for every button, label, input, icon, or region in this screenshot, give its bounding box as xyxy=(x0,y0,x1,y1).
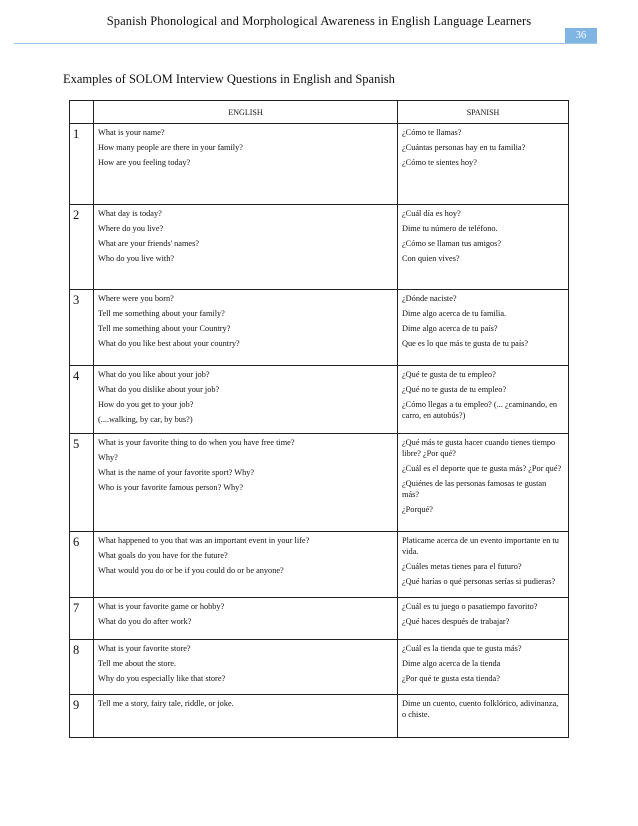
english-question: (....walking, by car, by bus?) xyxy=(98,415,193,424)
table-row xyxy=(70,598,569,640)
table-row xyxy=(70,532,569,598)
english-question: What is your name? xyxy=(98,128,165,137)
english-question: Who do you live with? xyxy=(98,254,175,263)
english-question: What do you dislike about your job? xyxy=(98,385,220,394)
row-number: 5 xyxy=(70,434,94,532)
table-row xyxy=(70,434,569,532)
spanish-question: ¿Quiénes de las personas famosas te gustan más? xyxy=(402,479,547,499)
english-question: Tell me something about your family? xyxy=(98,309,225,318)
english-question: Tell me about the store. xyxy=(98,659,176,668)
english-question: Who is your favorite famous person? Why? xyxy=(98,483,244,492)
spanish-question: Platicame acerca de un evento importante en tu vida. xyxy=(402,536,559,556)
spanish-question: ¿Cuál es tu juego o pasatiempo favorito? xyxy=(402,602,538,611)
table-header-row xyxy=(70,101,569,124)
english-questions-cell xyxy=(94,434,398,532)
row-number: 6 xyxy=(70,532,94,598)
spanish-question: ¿Cuántas personas hay en tu familia? xyxy=(402,143,526,152)
english-question: Where were you born? xyxy=(98,294,174,303)
spanish-question: ¿Dónde naciste? xyxy=(402,294,457,303)
english-question: What would you do or be if you could do or be anyone? xyxy=(98,566,284,575)
spanish-question: Dime tu número de teléfono. xyxy=(402,224,498,233)
row-number: 7 xyxy=(70,598,94,640)
english-questions-cell xyxy=(94,598,398,640)
english-question: What are your friends' names? xyxy=(98,239,200,248)
english-question: Why do you especially like that store? xyxy=(98,674,226,683)
running-header: Spanish Phonological and Morphological Awareness in English Language Learners xyxy=(106,14,532,28)
spanish-questions-cell xyxy=(398,124,569,205)
spanish-question: ¿Cuál es el deporte que te gusta más? ¿Por qué? xyxy=(402,464,562,473)
header-spanish: SPANISH xyxy=(398,101,569,124)
spanish-question: ¿Cómo te llamas? xyxy=(402,128,462,137)
solom-questions-table xyxy=(69,100,569,738)
english-question: How do you get to your job? xyxy=(98,400,194,409)
english-question: What happened to you that was an important event in your life? xyxy=(98,536,310,545)
english-questions-cell xyxy=(94,124,398,205)
header-number-cell xyxy=(70,101,94,124)
table-row xyxy=(70,695,569,738)
spanish-questions-cell xyxy=(398,695,569,738)
row-number: 3 xyxy=(70,290,94,366)
spanish-question: ¿Cómo te sientes hoy? xyxy=(402,158,477,167)
spanish-question: ¿Qué te gusta de tu empleo? xyxy=(402,370,496,379)
english-question: What is your favorite thing to do when you have free time? xyxy=(98,438,295,447)
english-question: Tell me something about your Country? xyxy=(98,324,231,333)
spanish-questions-cell xyxy=(398,640,569,695)
english-questions-cell xyxy=(94,695,398,738)
spanish-question: ¿Qué más te gusta hacer cuando tienes tiempo libre? ¿Por qué? xyxy=(402,438,556,458)
spanish-question: ¿Cuál es la tienda que te gusta más? xyxy=(402,644,522,653)
spanish-question: Que es lo que más te gusta de tu país? xyxy=(402,339,529,348)
spanish-questions-cell xyxy=(398,290,569,366)
table-row xyxy=(70,366,569,434)
table-row xyxy=(70,205,569,290)
english-questions-cell xyxy=(94,532,398,598)
spanish-question: Dime algo acerca de tu familia. xyxy=(402,309,507,318)
spanish-question: Dime algo acerca de la tienda xyxy=(402,659,501,668)
spanish-questions-cell xyxy=(398,598,569,640)
spanish-question: ¿Qué no te gusta de tu empleo? xyxy=(402,385,507,394)
spanish-question: ¿Por qué te gusta esta tienda? xyxy=(402,674,500,683)
spanish-question: Dime algo acerca de tu país? xyxy=(402,324,498,333)
spanish-question: Con quien vives? xyxy=(402,254,460,263)
english-question: What is your favorite game or hobby? xyxy=(98,602,225,611)
english-question: Why? xyxy=(98,453,118,462)
english-question: What is the name of your favorite sport? Why? xyxy=(98,468,255,477)
english-question: What day is today? xyxy=(98,209,162,218)
english-questions-cell xyxy=(94,290,398,366)
table-row xyxy=(70,290,569,366)
table-title: Examples of SOLOM Interview Questions in English and Spanish xyxy=(63,72,395,86)
spanish-question: ¿Qué harías o qué personas serías si pudieras? xyxy=(402,577,556,586)
spanish-question: ¿Cuáles metas tienes para el futuro? xyxy=(402,562,522,571)
english-question: What goals do you have for the future? xyxy=(98,551,228,560)
row-number: 9 xyxy=(70,695,94,738)
row-number: 1 xyxy=(70,124,94,205)
row-number: 4 xyxy=(70,366,94,434)
spanish-question: ¿Cuál día es hoy? xyxy=(402,209,461,218)
english-questions-cell xyxy=(94,640,398,695)
english-questions-cell xyxy=(94,205,398,290)
english-questions-cell xyxy=(94,366,398,434)
spanish-questions-cell xyxy=(398,434,569,532)
english-question: Where do you live? xyxy=(98,224,164,233)
spanish-questions-cell xyxy=(398,366,569,434)
spanish-question: ¿Porqué? xyxy=(402,505,433,514)
table-row xyxy=(70,124,569,205)
spanish-question: ¿Cómo se llaman tus amigos? xyxy=(402,239,502,248)
spanish-question: Dime un cuento, cuento folklórico, adivinanza, o chiste. xyxy=(402,699,559,719)
row-number: 2 xyxy=(70,205,94,290)
english-question: What is your favorite store? xyxy=(98,644,191,653)
header-rule xyxy=(14,43,597,44)
english-question: What do you do after work? xyxy=(98,617,192,626)
english-question: Tell me a story, fairy tale, riddle, or joke. xyxy=(98,699,234,708)
spanish-questions-cell xyxy=(398,532,569,598)
english-question: What do you like best about your country? xyxy=(98,339,240,348)
english-question: How are you feeling today? xyxy=(98,158,191,167)
english-question: How many people are there in your family? xyxy=(98,143,243,152)
header-english: ENGLISH xyxy=(94,101,398,124)
page-number-badge: 36 xyxy=(565,28,597,43)
row-number: 8 xyxy=(70,640,94,695)
spanish-question: ¿Cómo llegas a tu empleo? (... ¿caminando, en carro, en autobús?) xyxy=(402,400,558,420)
table-row xyxy=(70,640,569,695)
english-question: What do you like about your job? xyxy=(98,370,210,379)
spanish-questions-cell xyxy=(398,205,569,290)
spanish-question: ¿Qué haces después de trabajar? xyxy=(402,617,510,626)
